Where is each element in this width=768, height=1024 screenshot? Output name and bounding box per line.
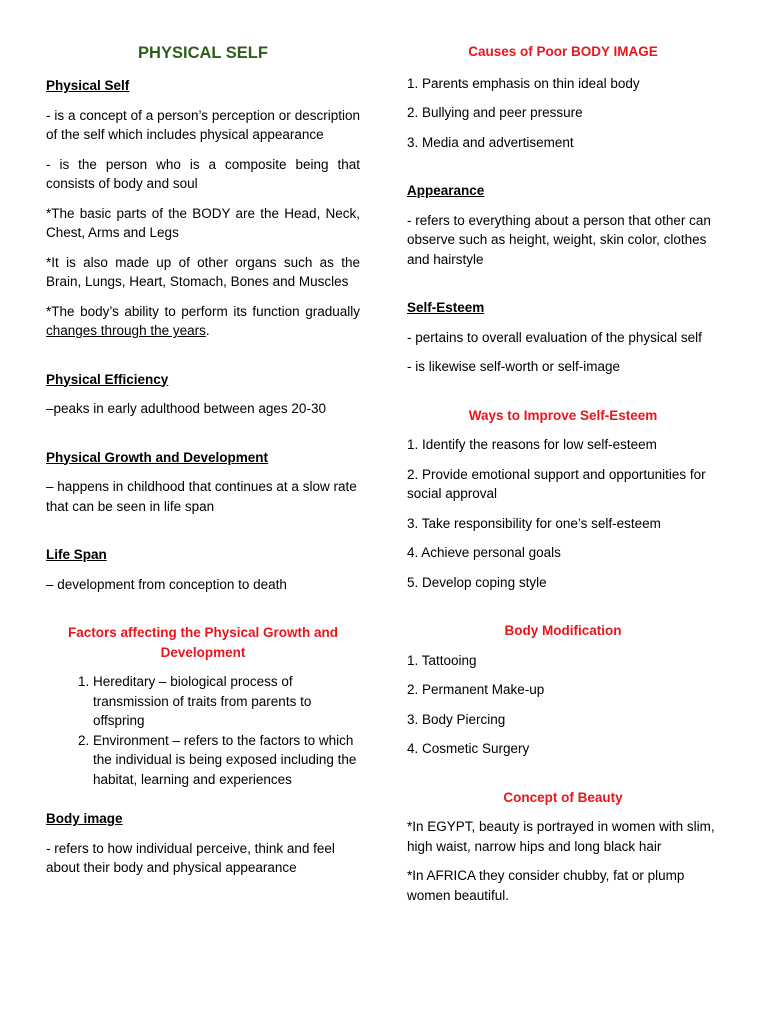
body-mod-item: 4. Cosmetic Surgery [407, 741, 530, 756]
beauty-p2: *In AFRICA they consider chubby, fat or plump women beautiful. [407, 868, 685, 903]
ways-item: 3. Take responsibility for one’s self-esteem [407, 515, 661, 531]
physical-self-p5-underlined: changes through the years [46, 323, 206, 338]
factor-item: 1. Hereditary – biological process of transmission of traits from parents to offspring [93, 672, 360, 731]
right-column [407, 42, 719, 915]
left-column [46, 42, 360, 888]
causes-item: 1. Parents emphasis on thin ideal body [407, 75, 640, 91]
factor-item: 2. Environment – refers to the factors to which the individual is being exposed including the habitat, learning and experiences [93, 731, 360, 790]
beauty-heading: Concept of Beauty [503, 789, 623, 805]
body-mod-item: 1. Tattooing [407, 652, 477, 668]
causes-item: 3. Media and advertisement [407, 134, 574, 150]
appearance-text: - refers to everything about a person that other can observe such as height, weight, skin color, clothes and hairstyle [407, 212, 711, 267]
body-image-text: - refers to how individual perceive, think and feel about their body and physical appearance [46, 840, 335, 875]
beauty-p1: *In EGYPT, beauty is portrayed in women with slim, high waist, narrow hips and long black hair [407, 819, 715, 854]
physical-self-p1: - is a concept of a person’s perception or description of the self which includes physical appearance [46, 107, 360, 142]
page-title: PHYSICAL SELF [138, 44, 268, 62]
growth-text: – happens in childhood that continues at a slow rate that can be seen in life span [46, 479, 357, 514]
physical-self-p4: *It is also made up of other organs such as the Brain, Lungs, Heart, Stomach, Bones and Muscles [46, 254, 360, 289]
ways-item: 5. Develop coping style [407, 574, 547, 590]
ways-heading: Ways to Improve Self-Esteem [468, 407, 658, 423]
physical-efficiency-heading: Physical Efficiency [46, 371, 169, 387]
growth-heading: Physical Growth and Development [46, 449, 269, 465]
physical-self-p5-start: *The body’s ability to perform its function gradually [46, 303, 360, 319]
body-mod-heading: Body Modification [504, 623, 622, 638]
physical-self-p2: - is the person who is a composite being that consists of body and soul [46, 156, 360, 191]
body-mod-item: 2. Permanent Make-up [407, 682, 545, 697]
ways-item: 4. Achieve personal goals [407, 545, 561, 560]
physical-self-p3: *The basic parts of the BODY are the Head, Neck, Chest, Arms and Legs [46, 205, 360, 240]
body-mod-item: 3. Body Piercing [407, 711, 506, 727]
ways-item: 2. Provide emotional support and opportunities for social approval [407, 466, 706, 501]
appearance-heading: Appearance [407, 183, 485, 198]
ways-item: 1. Identify the reasons for low self-esteem [407, 437, 657, 452]
self-esteem-heading: Self-Esteem [407, 300, 485, 315]
life-span-heading: Life Span [46, 547, 107, 562]
physical-self-heading: Physical Self [46, 78, 130, 93]
causes-item: 2. Bullying and peer pressure [407, 105, 583, 120]
self-esteem-p2: - is likewise self-worth or self-image [407, 359, 621, 374]
physical-efficiency-text: –peaks in early adulthood between ages 20-30 [46, 401, 326, 416]
physical-self-p5 [46, 302, 360, 341]
factors-list [46, 672, 360, 789]
causes-heading: Causes of Poor BODY IMAGE [468, 44, 658, 59]
factors-heading: Factors affecting the Physical Growth and Development [67, 625, 339, 660]
self-esteem-p1: - pertains to overall evaluation of the physical self [407, 329, 702, 345]
life-span-text: – development from conception to death [46, 576, 287, 592]
physical-self-p5-end: . [205, 323, 210, 338]
body-image-heading: Body image [46, 811, 123, 826]
